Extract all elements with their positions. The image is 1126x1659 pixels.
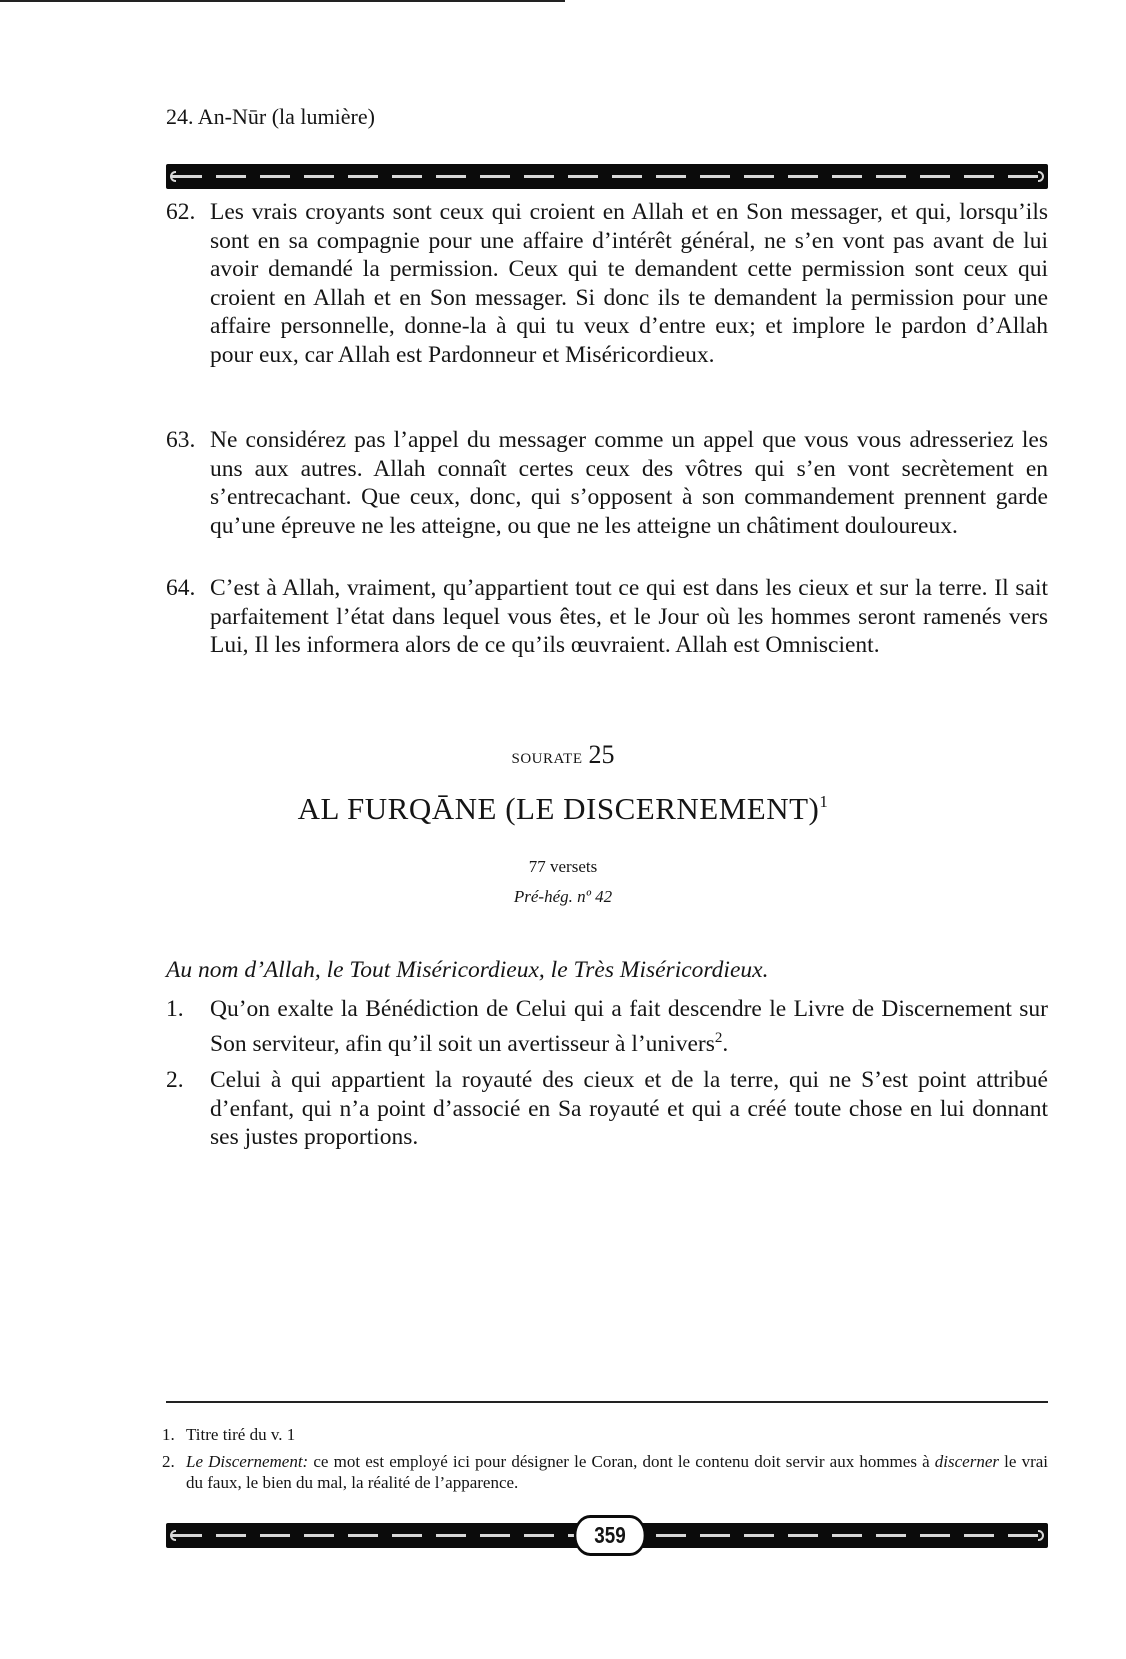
footnote-body: ce mot est employé ici pour désigner le Coran, dont le contenu doit servir aux hommes à <box>308 1452 935 1471</box>
footnote-body-end: le vrai du faux, le bien du mal, la réalité de l’apparence. <box>186 1452 1049 1492</box>
top-rule <box>0 0 565 2</box>
verse-number: 62. <box>166 199 196 225</box>
verse-2 <box>166 1066 1048 1152</box>
sourate-title-text: AL FURQĀNE (LE DISCERNEMENT) <box>297 791 820 826</box>
footnote-rule <box>166 1401 1048 1403</box>
footnote-text: Titre tiré du v. 1 <box>186 1425 296 1444</box>
footnote-text <box>186 1451 1048 1493</box>
verse-text: Celui à qui appartient la royauté des cieux et de la terre, qui ne S’est point attribué d’enfant, qui n’a point d’associé en Sa royauté et qui a créé toute chose en lui donnant ses justes proportions. <box>210 1067 1048 1150</box>
verse-text <box>210 995 1048 1058</box>
verse-63 <box>166 426 1048 540</box>
verse-text: Les vrais croyants sont ceux qui croient en Allah et en Son messager, et qui, lorsqu’ils sont en sa compagnie pour une affaire d’intérêt général, ne s’en vont pas avant de lui avoir demandé la permission. Ceux qui te demandent cette permission sont ceux qui croient en Allah et en Son messager. Si donc ils te demandent la permission pour une affaire personnelle, donne-la à qui tu veux d’entre eux; et implore le pardon d’Allah pour eux, car Allah est Pardonneur et Miséricordieux. <box>210 199 1048 368</box>
sourate-label <box>0 740 1126 770</box>
verse-1 <box>166 995 1048 1058</box>
verse-end: . <box>722 1030 729 1057</box>
verse-number: 2. <box>166 1067 184 1093</box>
verse-number: 63. <box>166 427 196 453</box>
footnote-1 <box>162 1424 1048 1445</box>
footnote-2 <box>162 1451 1048 1493</box>
verse-62 <box>166 198 1048 369</box>
basmala: Au nom d’Allah, le Tout Miséricordieux, le Très Miséricordieux. <box>166 957 769 983</box>
sourate-number: 25 <box>588 740 615 769</box>
verse-number: 1. <box>166 996 184 1022</box>
verse-count: 77 versets <box>528 857 598 876</box>
verse-number: 64. <box>166 575 196 601</box>
verse-text: C’est à Allah, vraiment, qu’appartient tout ce qui est dans les cieux et sur la terre. Il sait parfaitement l’état dans lequel vous êtes, et le Jour où les hommes seront ramenés vers Lui, Il les informera alors de ce qu’ils œuvraient. Allah est Omniscient. <box>210 575 1048 658</box>
chronology: Pré-hég. nº 42 <box>513 887 613 906</box>
sourate-title <box>0 791 1126 827</box>
sourate-word: sourate <box>511 743 583 768</box>
footnote-number: 2. <box>162 1452 175 1471</box>
footnote-ref: 1 <box>819 792 829 811</box>
footnote-term: Le Discernement: <box>186 1452 309 1471</box>
verse-text-body: Qu’on exalte la Bénédiction de Celui qui a fait descendre le Livre de Discernement sur Son serviteur, afin qu’il soit un avertisseur à l’univers <box>210 996 1048 1057</box>
footnote-number: 1. <box>162 1425 175 1444</box>
ornament-band-top <box>166 164 1048 189</box>
running-header: 24. An-Nūr (la lumière) <box>166 104 375 129</box>
verse-text: Ne considérez pas l’appel du messager comme un appel que vous vous adresseriez les uns aux autres. Allah connaît certes ceux des vôtres qui s’en vont secrètement en s’entrecachant. Que ceux, donc, qui s’opposent à son commandement prennent garde qu’une épreuve ne les atteigne, ou que ne les atteigne un châtiment douloureux. <box>210 427 1048 539</box>
footnote-ref: 2 <box>714 1029 723 1046</box>
page-number: 359 <box>574 1515 646 1556</box>
verse-64 <box>166 574 1048 660</box>
footnote-emphasis: discerner <box>934 1452 1000 1471</box>
